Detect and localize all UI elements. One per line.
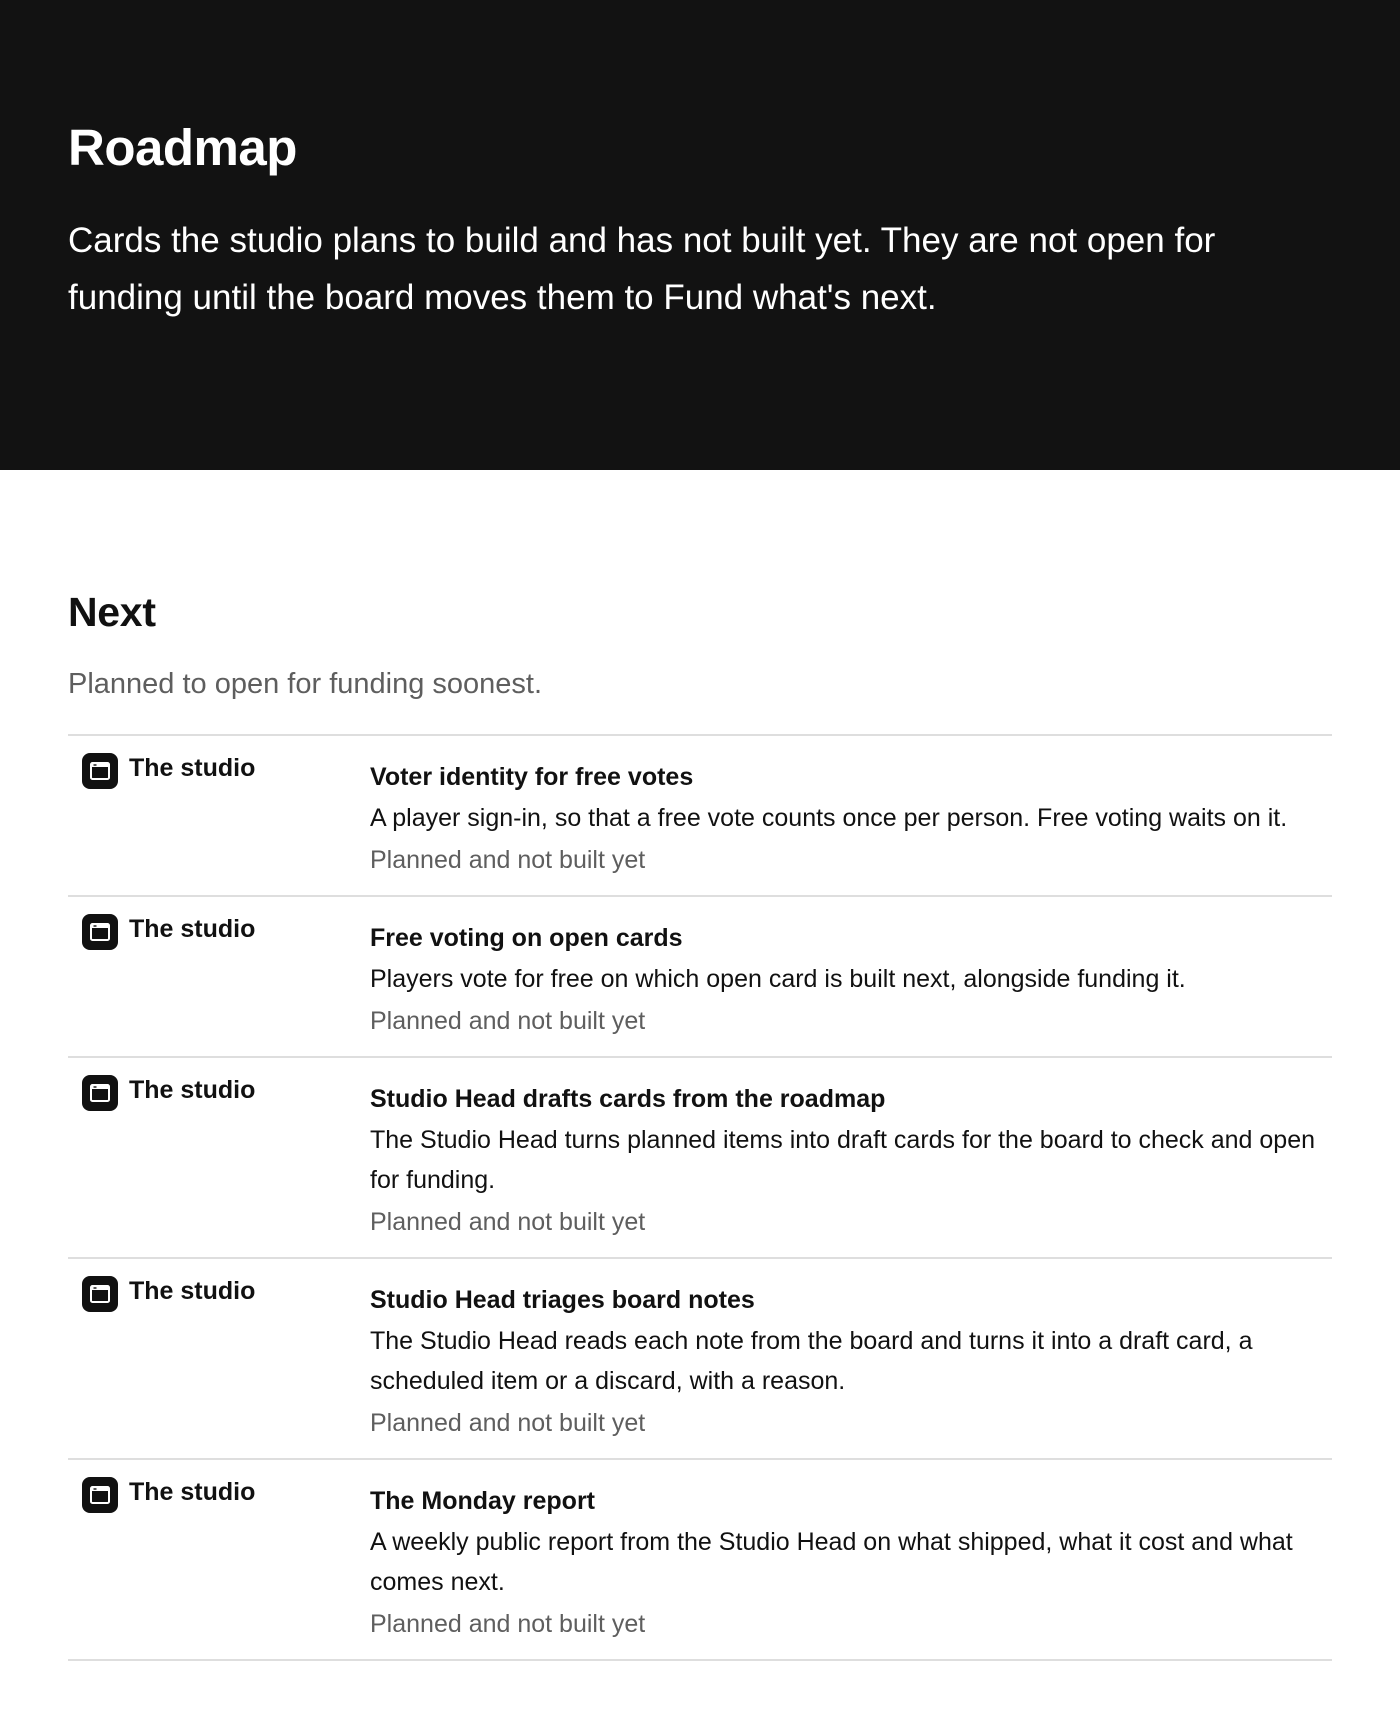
item-status: Planned and not built yet <box>370 1409 646 1437</box>
item-title: The Monday report <box>370 1487 596 1515</box>
item-description: A weekly public report from the Studio Head on what shipped, what it cost and what comes next. <box>370 1528 1293 1596</box>
studio-window-icon <box>82 1276 118 1312</box>
item-source <box>68 913 370 1039</box>
item-body <box>370 1476 1332 1642</box>
roadmap-list <box>68 734 1332 1661</box>
page-description: Cards the studio plans to build and has not built yet. They are not open for funding until the board moves them to Fund what's next. <box>68 221 1216 317</box>
item-body <box>370 1074 1332 1240</box>
roadmap-content <box>0 470 1400 1661</box>
item-description: The Studio Head reads each note from the board and turns it into a draft card, a scheduled item or a discard, with a reason. <box>370 1327 1253 1395</box>
item-title: Studio Head triages board notes <box>370 1286 755 1314</box>
item-status: Planned and not built yet <box>370 1007 646 1035</box>
roadmap-item <box>68 1460 1332 1661</box>
item-title: Free voting on open cards <box>370 924 683 952</box>
item-body <box>370 913 1332 1039</box>
studio-window-icon <box>82 914 118 950</box>
item-description: Players vote for free on which open card is built next, alongside funding it. <box>370 965 1186 993</box>
roadmap-item <box>68 1058 1332 1259</box>
item-source-label: The studio <box>129 1277 256 1305</box>
item-source <box>68 1476 370 1642</box>
item-title: Studio Head drafts cards from the roadmap <box>370 1085 886 1113</box>
item-description: A player sign-in, so that a free vote counts once per person. Free voting waits on it. <box>370 804 1288 832</box>
section-subtitle: Planned to open for funding soonest. <box>68 668 543 700</box>
item-title: Voter identity for free votes <box>370 763 694 791</box>
studio-window-icon <box>82 753 118 789</box>
item-source <box>68 1074 370 1240</box>
roadmap-item <box>68 1259 1332 1460</box>
item-body <box>370 752 1332 878</box>
item-source <box>68 752 370 878</box>
roadmap-item <box>68 897 1332 1058</box>
item-body <box>370 1275 1332 1441</box>
section-title: Next <box>68 589 156 635</box>
studio-window-icon <box>82 1477 118 1513</box>
item-status: Planned and not built yet <box>370 846 646 874</box>
item-source-label: The studio <box>129 1076 256 1104</box>
item-source-label: The studio <box>129 1478 256 1506</box>
roadmap-item <box>68 736 1332 897</box>
hero-banner <box>0 0 1400 470</box>
item-status: Planned and not built yet <box>370 1610 646 1638</box>
item-status: Planned and not built yet <box>370 1208 646 1236</box>
item-source-label: The studio <box>129 754 256 782</box>
item-description: The Studio Head turns planned items into draft cards for the board to check and open for funding. <box>370 1126 1316 1194</box>
item-source-label: The studio <box>129 915 256 943</box>
item-source <box>68 1275 370 1441</box>
studio-window-icon <box>82 1075 118 1111</box>
page-title: Roadmap <box>68 119 297 176</box>
